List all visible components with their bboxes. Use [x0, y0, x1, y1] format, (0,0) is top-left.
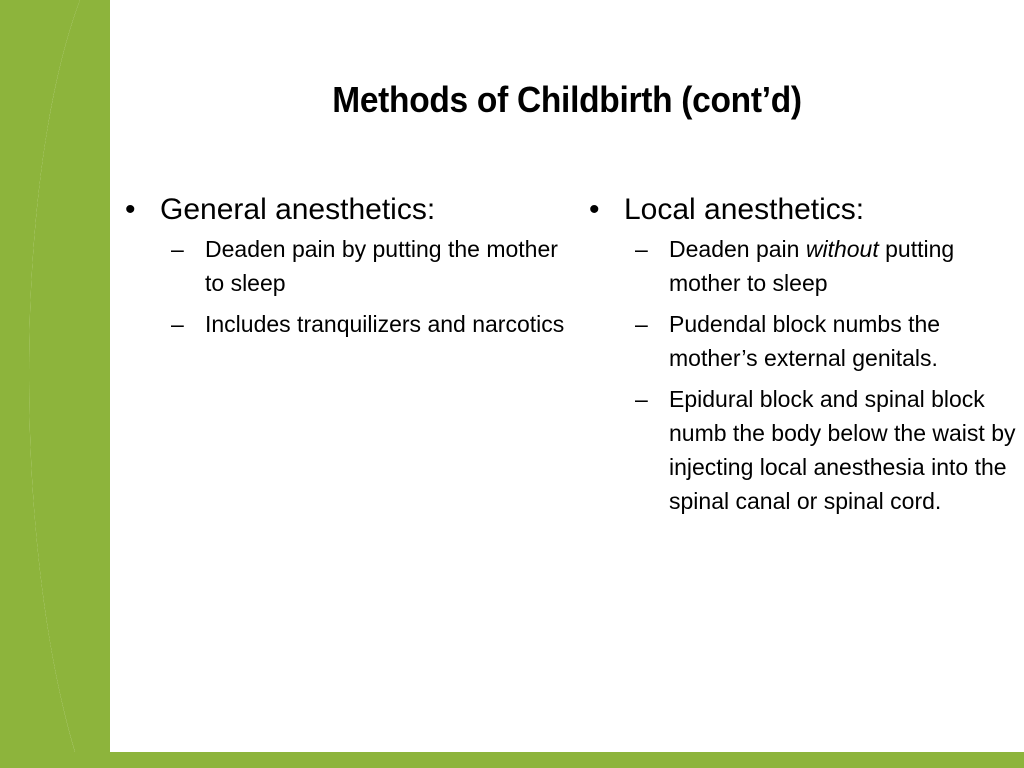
list-item-text: Deaden pain by putting the mother to sleep: [205, 236, 558, 296]
dash-marker: –: [635, 236, 648, 262]
dash-marker: –: [171, 311, 184, 337]
list-item-text-after: putting mother to sleep: [669, 236, 955, 296]
dash-marker: –: [635, 386, 648, 412]
right-bullet: [589, 190, 1019, 230]
bullet-dot: •: [125, 193, 136, 226]
list-item-text: Includes tranquilizers and narcotics: [205, 311, 565, 337]
list-item-text: Pudendal block numbs the mother’s external genitals.: [669, 311, 941, 371]
list-item: [125, 307, 565, 341]
dash-marker: –: [635, 311, 648, 337]
list-item-emphasis: without: [805, 236, 879, 262]
list-item: [125, 232, 565, 300]
list-item: [589, 307, 1019, 375]
list-item-text: Epidural block and spinal block numb the body below the waist by injecting local anesthesia into the spinal canal or spinal cord.: [669, 386, 1016, 514]
list-item-text-before: Deaden pain: [669, 236, 806, 262]
bullet-dot: •: [589, 193, 600, 226]
left-heading: General anesthetics:: [160, 193, 436, 226]
left-sub-list: [125, 232, 565, 341]
left-bullet: [125, 190, 565, 230]
left-column: [125, 190, 565, 348]
right-heading: Local anesthetics:: [624, 193, 865, 226]
slide-title: Methods of Childbirth (cont’d): [332, 79, 802, 120]
dash-marker: –: [171, 236, 184, 262]
list-item: [589, 382, 1019, 518]
green-bottom-band: [0, 752, 1024, 768]
right-column: [589, 190, 1019, 525]
right-sub-list: [589, 232, 1019, 518]
list-item: [589, 232, 1019, 300]
